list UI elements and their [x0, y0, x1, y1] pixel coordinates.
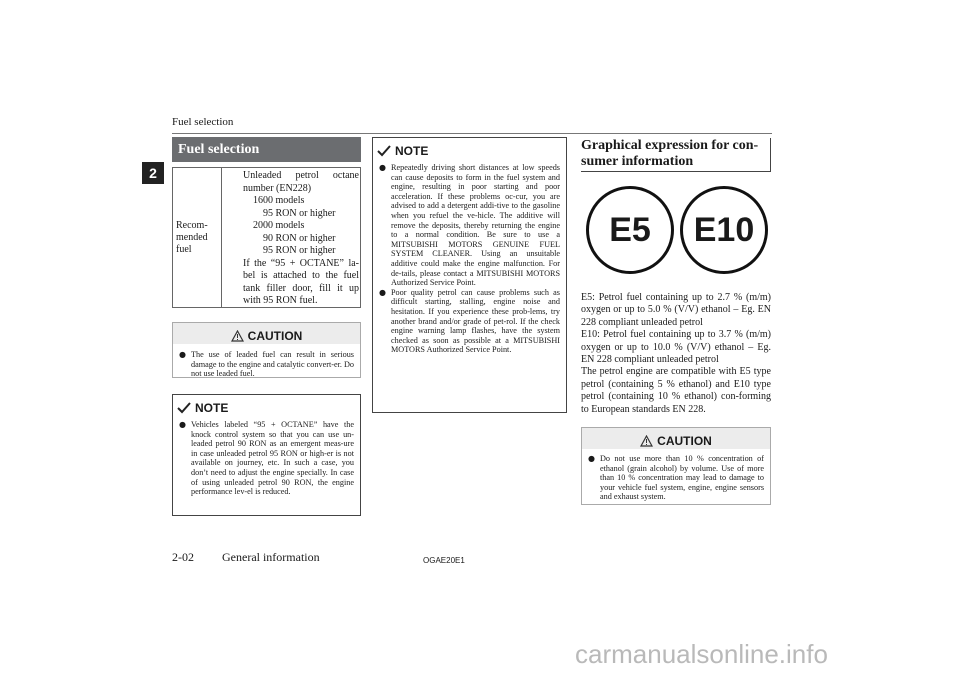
fuel-line: 1600 models	[253, 195, 305, 206]
e10-label-icon: E10	[680, 186, 768, 274]
chapter-name: General information	[222, 550, 320, 564]
caution-title: CAUTION	[657, 433, 712, 448]
list-item	[379, 163, 560, 288]
fuel-description	[581, 292, 771, 416]
fuel-line: 2000 models	[253, 220, 305, 231]
list-item	[179, 350, 354, 379]
table-divider	[221, 168, 222, 307]
caution-box	[172, 322, 361, 378]
fuel-table	[172, 167, 361, 308]
list-item	[179, 420, 354, 497]
caution-header	[582, 428, 770, 449]
warning-triangle-icon	[231, 330, 244, 342]
fuel-line: If the “95 + OCTANE” la-bel is attached to the fuel tank filler door, fill it up with 95 RON fuel.	[243, 257, 359, 306]
section-title: Graphical expression for con-sumer information	[581, 138, 759, 169]
note-box	[372, 137, 567, 413]
fuel-line: Unleaded petrol octane number (EN228)	[243, 170, 359, 194]
page-header-title: Fuel selection	[172, 116, 234, 128]
section-title: Fuel selection	[172, 137, 361, 162]
note-title: NOTE	[195, 400, 229, 415]
header-rule	[172, 133, 772, 134]
bullet-icon: ●	[179, 420, 186, 429]
caution-text: Do not use more than 10 % concentration of ethanol (grain alcohol) by volume. Use of more than 10 % concentration may lead to damage to your vehicle fuel system, engine, engine sensors and exhaust system.	[600, 454, 764, 502]
page-number: 2-02	[172, 550, 194, 564]
list-item	[588, 454, 764, 502]
note-title: NOTE	[395, 143, 429, 158]
warning-triangle-icon	[640, 435, 653, 447]
check-pen-icon	[177, 402, 191, 414]
note-text: Vehicles labeled “95 + OCTANE” have the knock control system so that you can use un-leaded petrol 90 RON as an emergent meas-ure in case unleaded petrol 95 RON or high-er is not available on journey, etc. In such a case, you don’t need to adjust the engine specially. In case of using unleaded petrol 90 RON, the engine performance lev-el is reduced.	[191, 420, 354, 497]
paragraph: E10: Petrol fuel containing up to 3.7 % (m/m) oxygen or up to 10.0 % (V/V) ethanol – Eg. EN 228 compliant unleaded petrol	[581, 329, 771, 366]
chapter-tab: 2	[142, 162, 164, 184]
paragraph: E5: Petrol fuel containing up to 2.7 % (m/m) oxygen or up to 5.0 % (V/V) ethanol – Eg. EN 228 compliant unleaded petrol	[581, 292, 771, 328]
bullet-icon: ●	[379, 287, 386, 297]
document-code: OGAE20E1	[423, 556, 465, 565]
caution-header	[173, 323, 360, 344]
table-row-label: Recom- mended fuel	[176, 220, 208, 255]
bullet-icon: ●	[379, 163, 386, 172]
note-text: Repeatedly driving short distances at low speeds can cause deposits to form in the fuel system and engine, resulting in poor starting and poor acceleration. If these problems oc-cur, you are advised to add a detergent addi-tive to the gasoline when you refuel the ve-hicle. The additive will remove the deposits, thereby returning the engine to a normal condition. Be sure to use a MITSUBISHI MOTORS GENUINE FUEL SYSTEM CLEANER. Using an unsuitable additive could make the engine malfunction. For de-tails, please contact a MITSUBISHI MOTORS Authorized Service Point.	[391, 163, 560, 288]
bullet-icon: ●	[588, 454, 595, 463]
fuel-line: 90 RON or higher	[263, 232, 336, 244]
note-header	[373, 138, 566, 159]
check-pen-icon	[377, 145, 391, 157]
bullet-icon: ●	[179, 350, 186, 359]
caution-title: CAUTION	[247, 328, 303, 343]
note-header	[173, 395, 360, 416]
note-text: Poor quality petrol can cause problems such as difficult starting, stalling, engine noise and hesitation. If you experience these prob-lems, try another brand and/or grade of pet-rol. If the check engine warning lamp flashes, have the system checked as soon as possible at a MITSUBISHI MOTORS Authorized Service Point.	[391, 287, 560, 355]
fuel-line: 95 RON or higher	[263, 245, 336, 256]
fuel-line: 95 RON or higher	[263, 207, 336, 219]
table-row-content	[243, 170, 359, 308]
footer-page-label	[172, 550, 320, 565]
paragraph: The petrol engine are compatible with E5 type petrol (containing 5 % ethanol) and E10 type petrol (containing 10 % ethanol) con-forming to European standards EN 228.	[581, 366, 771, 415]
watermark: carmanualsonline.info	[575, 639, 828, 669]
e5-label-icon: E5	[586, 186, 674, 274]
list-item	[379, 288, 560, 355]
caution-text: The use of leaded fuel can result in serious damage to the engine and catalytic convert-er. Do not use leaded fuel.	[191, 350, 354, 379]
title-rule-vertical	[770, 138, 771, 172]
note-box	[172, 394, 361, 516]
title-rule	[581, 171, 771, 172]
caution-box	[581, 427, 771, 505]
